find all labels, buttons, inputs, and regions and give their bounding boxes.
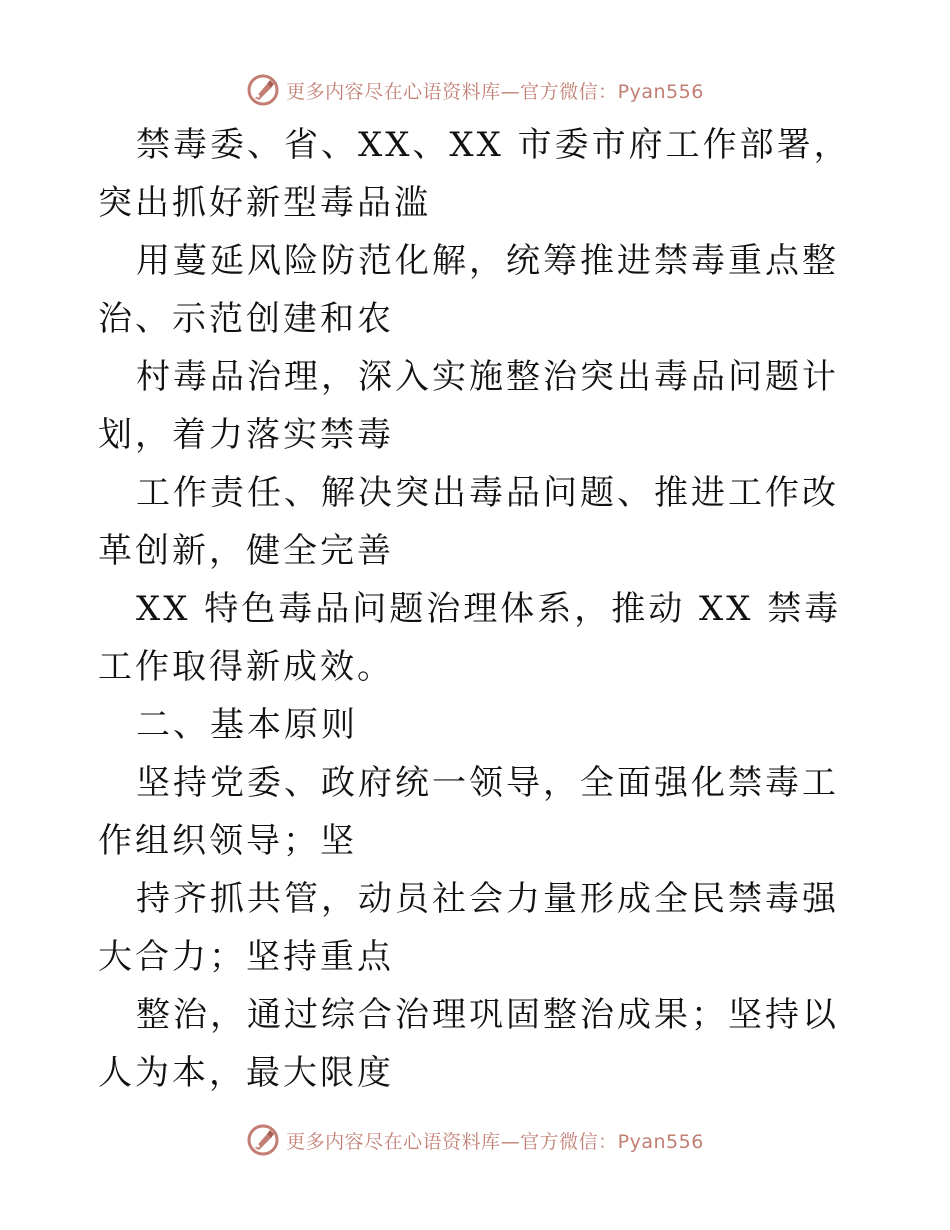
watermark-text: 更多内容尽在心语资料库—官方微信：Pyan556 (286, 80, 704, 103)
paragraph: 工作责任、解决突出毒品问题、推进工作改革创新，健全完善 (98, 473, 839, 571)
paragraph: 持齐抓共管，动员社会力量形成全民禁毒强大合力；坚持重点 (98, 879, 839, 977)
paragraph: 用蔓延风险防范化解，统筹推进禁毒重点整治、示范创建和农 (98, 241, 839, 339)
header-watermark (0, 70, 950, 110)
paragraph: 整治，通过综合治理巩固整治成果；坚持以人为本，最大限度 (98, 995, 839, 1093)
paragraph: XX 特色毒品问题治理体系，推动 XX 禁毒工作取得新成效。 (98, 589, 842, 687)
pen-logo-icon (246, 1123, 280, 1157)
watermark-text: 更多内容尽在心语资料库—官方微信：Pyan556 (286, 1130, 704, 1153)
paragraph: 禁毒委、省、XX、XX 市委市府工作部署，突出抓好新型毒品滥 (98, 125, 851, 223)
section-heading: 二、基本原则 (136, 705, 358, 745)
footer-watermark (0, 1120, 950, 1160)
paragraph: 村毒品治理，深入实施整治突出毒品问题计划，着力落实禁毒 (98, 357, 839, 455)
paragraph: 坚持党委、政府统一领导，全面强化禁毒工作组织领导；坚 (98, 763, 839, 861)
document-body (98, 116, 868, 1102)
pen-logo-icon (246, 73, 280, 107)
